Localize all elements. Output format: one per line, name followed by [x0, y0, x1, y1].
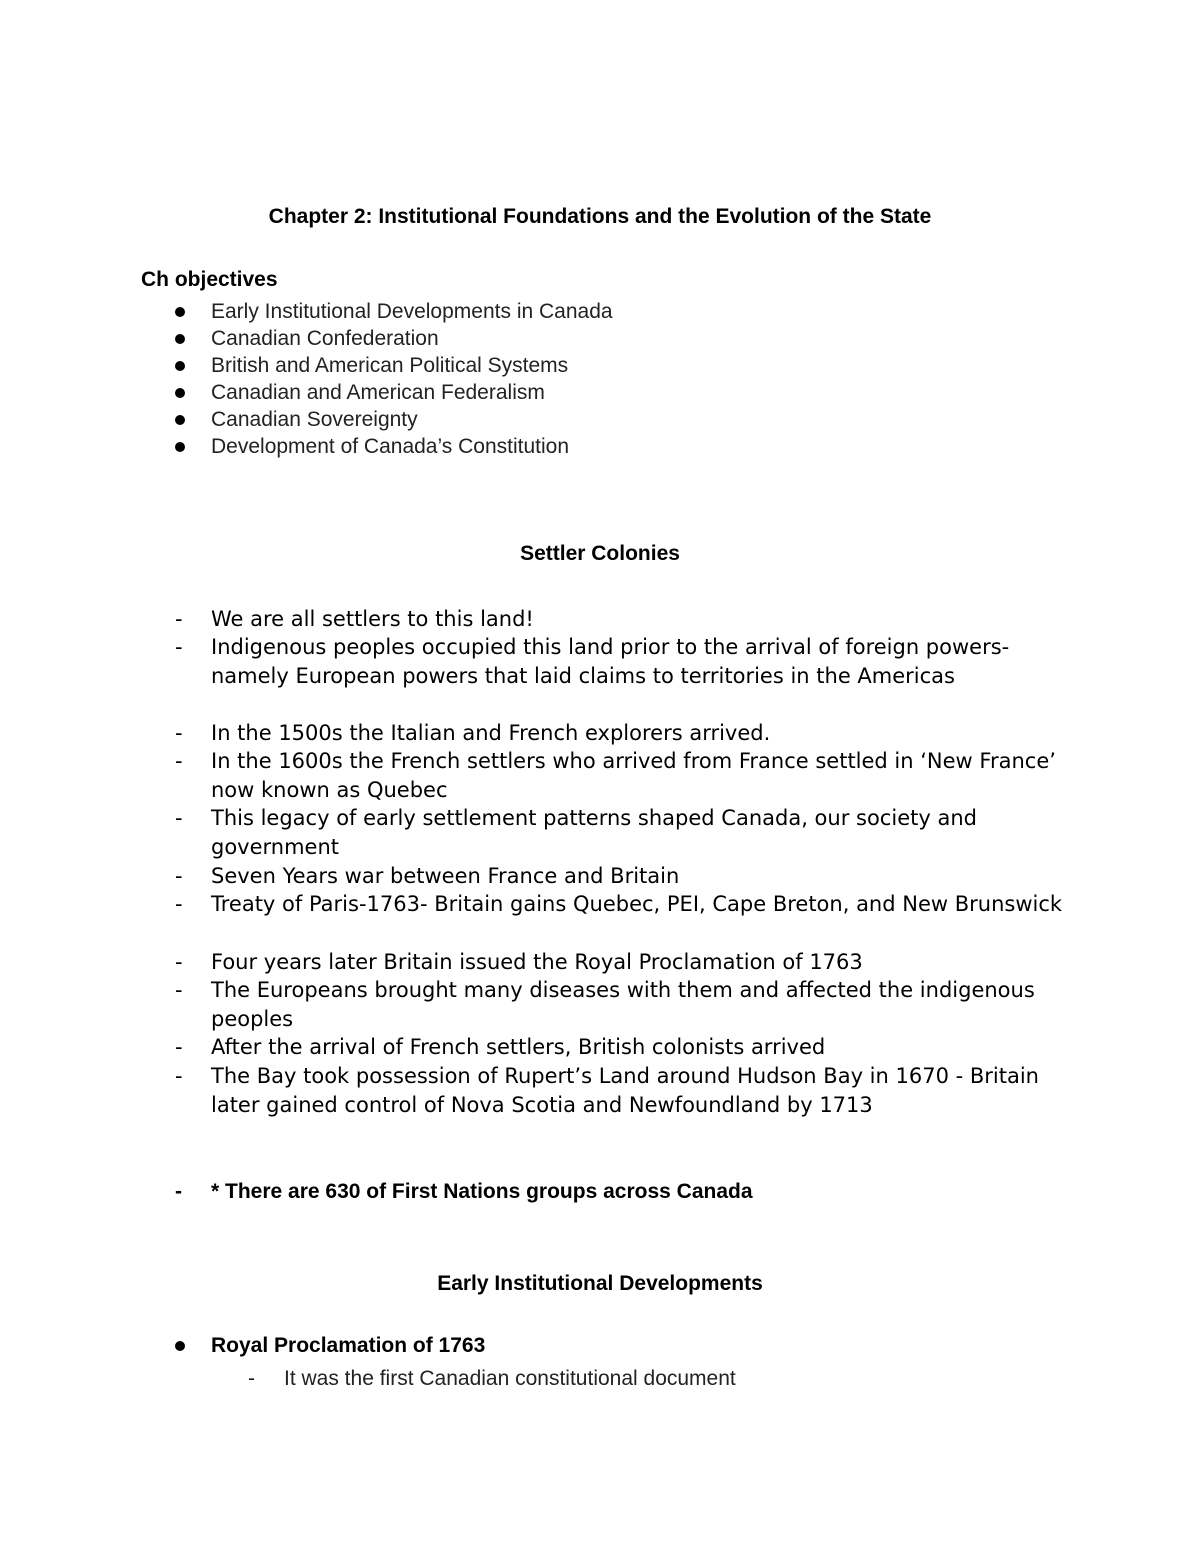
list-item-text: Treaty of Paris-1763- Britain gains Quebec, PEI, Cape Breton, and New Brunswick: [211, 892, 1063, 916]
objective-text: Early Institutional Developments in Canada: [211, 300, 613, 323]
list-item-text: After the arrival of French settlers, British colonists arrived: [211, 1035, 826, 1059]
list-item-text: The Europeans brought many diseases with them and affected the indigenous peoples: [211, 978, 1035, 1031]
bullet-icon: [175, 361, 185, 371]
dash-marker: -: [175, 607, 183, 631]
dash-marker: -: [175, 806, 183, 830]
objectives-heading: Ch objectives: [141, 268, 278, 291]
bullet-icon: [175, 415, 185, 425]
objective-text: Development of Canada’s Constitution: [211, 435, 569, 458]
dash-marker: -: [175, 1035, 183, 1059]
dash-marker: -: [175, 1180, 182, 1203]
sub-list-item-text: It was the first Canadian constitutional document: [284, 1367, 736, 1390]
dash-marker: -: [175, 864, 183, 888]
dash-marker: -: [175, 1064, 183, 1088]
dash-marker: -: [175, 978, 183, 1002]
early-institutional-heading: Early Institutional Developments: [437, 1272, 763, 1295]
list-item-text: Four years later Britain issued the Royal Proclamation of 1763: [211, 950, 863, 974]
dash-marker: -: [175, 721, 183, 745]
bullet-icon: [175, 388, 185, 398]
dash-marker: -: [175, 892, 183, 916]
list-item-text: This legacy of early settlement patterns shaped Canada, our society and government: [211, 806, 977, 859]
dash-marker: -: [175, 749, 183, 773]
list-item-text: In the 1600s the French settlers who arrived from France settled in ‘New France’ now known as Quebec: [211, 749, 1056, 802]
document-title: Chapter 2: Institutional Foundations and the Evolution of the State: [268, 205, 932, 228]
settler-colonies-heading: Settler Colonies: [520, 542, 680, 565]
dash-marker: -: [175, 635, 183, 659]
list-item-text: The Bay took possession of Rupert’s Land around Hudson Bay in 1670 - Britain later gained control of Nova Scotia and Newfoundland by 1713: [211, 1064, 1039, 1117]
list-item-text: Seven Years war between France and Britain: [211, 864, 680, 888]
note-text: * There are 630 of First Nations groups across Canada: [211, 1180, 753, 1203]
list-item-text: Indigenous peoples occupied this land prior to the arrival of foreign powers- namely European powers that laid claims to territories in the Americas: [211, 635, 1010, 688]
bullet-icon: [175, 442, 185, 452]
objective-text: Canadian Sovereignty: [211, 408, 418, 431]
bullet-icon: [175, 1341, 185, 1351]
list-item-text: In the 1500s the Italian and French explorers arrived.: [211, 721, 771, 745]
bullet-icon: [175, 334, 185, 344]
list-item-text: Royal Proclamation of 1763: [211, 1334, 486, 1357]
objective-text: Canadian Confederation: [211, 327, 439, 350]
objective-text: British and American Political Systems: [211, 354, 569, 377]
list-item-text: We are all settlers to this land!: [211, 607, 534, 631]
bullet-icon: [175, 307, 185, 317]
dash-marker: -: [248, 1367, 255, 1390]
objective-text: Canadian and American Federalism: [211, 381, 545, 404]
dash-marker: -: [175, 950, 183, 974]
